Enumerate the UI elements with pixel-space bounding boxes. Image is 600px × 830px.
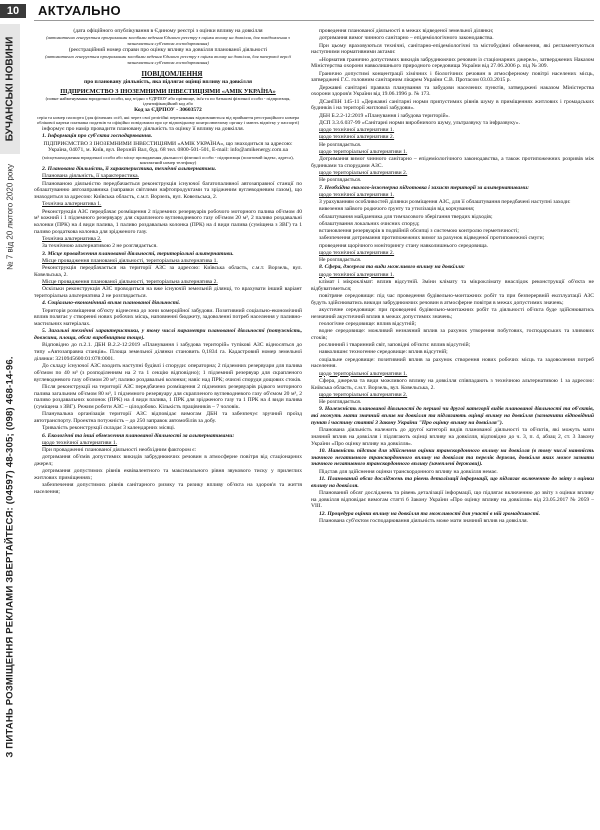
paragraph: рослинний і тваринний світ, заповідні об'єкти: вплив відсутній; xyxy=(319,342,471,348)
paragraph: водне середовище: можливий незначний вплив за рахунок утворення побутових, господарських та зливових стоків; xyxy=(311,328,594,341)
issue-label: № 7 від 20 лютого 2020 року xyxy=(5,164,15,270)
header-divider xyxy=(34,20,594,21)
section-heading: 11. Планований обсяг досліджень та рівень деталізації інформації, що підлягає включенню до звіту з оцінки впливу на довкілля. xyxy=(311,475,594,489)
paragraph: Не розглядається. xyxy=(319,399,362,405)
paragraph: Оскільки реконструкція АЗС проводиться на вже існуючій земельній ділянці, то врахувати інший варіант територіальна альтернатива 2 не розглядається. xyxy=(34,286,302,299)
section-heading: 3. Місце провадження планованої діяльності, територіальні альтернативи. xyxy=(42,250,234,257)
paragraph: Не розглядається. xyxy=(319,257,362,263)
notice-subtitle: про плановану діяльність, яка підлягає оцінці впливу на довкілля xyxy=(84,79,252,85)
subheading: щодо технічної альтернативи 2. xyxy=(319,249,395,256)
page-header xyxy=(0,0,600,20)
paragraph: З урахуванням особливостей ділянки розміщення АЗС, для її облаштування передбачені наступні заходи: xyxy=(319,199,571,205)
paragraph: Планованою діяльністю передбачається реконструкція існуючої багатопаливної автозаправної станції по облаштуванню автозаправника (заправки світлими нафтопродуктами та зрідженим вуглеводневим газом), що знаходиться за адресою: Київська область, с.м.т. Ворзель, вул. Ковельська, 2. xyxy=(34,180,302,200)
company-name: ПІДПРИЄМСТВО З ІНОЗЕМНИМИ ІНВЕСТИЦІЯМИ «АМІК УКРАЇНА» xyxy=(60,87,276,95)
paragraph: Тривалість реконструкції складає 3 календарних місяці. xyxy=(42,425,176,432)
paragraph: За технічною альтернативою 2 не розглядається. xyxy=(42,243,158,250)
paragraph: облаштування майданчика для тимчасового зберігання твердих відходів; xyxy=(319,213,493,220)
paragraph: Державні санітарні правила планування та забудови населених пунктів, затверджені наказом Міністерства охорони здоров'я України від 19.06.1996 р. № 173. xyxy=(311,84,594,98)
sidebar xyxy=(0,22,20,830)
paragraph: дотримання об'ємів допустимих викидів забруднюючих речовин в атмосферне повітря від стаціонарних джерел; xyxy=(34,454,302,467)
paragraph: ДСанПіН 145-11 «Державні санітарні норми припустимих рівнів шуму в приміщеннях житлових і громадських будинків і на території житлової забудови». xyxy=(311,98,594,112)
section-heading: 4. Соціально-економічний вплив планованої діяльності. xyxy=(42,300,181,307)
paragraph: вивезення зайвого родючого ґрунту та утилізація від корчування; xyxy=(319,206,475,213)
subheading: щодо технічної альтернативи 2. xyxy=(319,134,395,141)
paragraph: проведення щорічного моніторингу стану навколишнього середовища. xyxy=(319,242,489,249)
paragraph: Дотримання вимог чинного санітарно – епідеміологічного законодавства, а також протипожежних розривів між будинками та спорудами АЗС. xyxy=(311,156,594,169)
paragraph: Сфера, джерела та види можливого впливу на довкілля співпадають з технічною альтернативою 1 за адресою: Київська область, с.м.т. Ворзель, вул. Ковельська, 2. xyxy=(311,377,594,391)
paragraph: Підстав для здійснення оцінки транскордонного впливу на довкілля немає. xyxy=(319,468,498,475)
right-column xyxy=(311,28,594,824)
company-code: Код за ЄДРПОУ - 30603572 xyxy=(134,107,202,114)
paragraph: забезпечення дотримання протипожежних вимог за рахунок відведеної протипожежної смуги; xyxy=(319,235,545,242)
subheading: Місце провадження планованої діяльності, територіальна альтернатива 1. xyxy=(42,257,218,264)
section-heading: 9. Належність планованої діяльності до першої чи другої категорії видів планованої діяльності та об'єктів, які можуть мати значний вплив на довкілля та підлягають оцінці впливу на довкілля (зазначити відповідний пункт і частину статті 3 Закону України "Про оцінку впливу на довкілля"). xyxy=(311,406,594,426)
paragraph: Планований обсяг досліджень та рівень деталізації інформації, що підлягає включенню до звіту з оцінки впливу на довкілля відповідає вимогам статті 6 Закону України «Про оцінку впливу на довкілля» від 23.05.2017 № 2059 – VIII. xyxy=(311,489,594,510)
subheading: щодо територіальної альтернативи 1. xyxy=(319,148,408,155)
paragraph: ДСП 3.3.6.037-99 «Санітарні норми виробничого шуму, ультразвуку та інфразвуку». xyxy=(319,119,521,126)
paragraph: дотримання допустимих рівнів еквівалентного та максимального рівня звукового тиску у прилеглих житлових приміщеннях; xyxy=(34,468,302,481)
intro-note: (автоматично генерується програмними засобами ведення Єдиного реєстру з оцінки впливу на довкілля, для повідомлення з зазначається суб'єктом господарювання) xyxy=(46,35,290,46)
subheading: Технічна альтернатива 2. xyxy=(42,236,102,242)
advertising-contact: З ПИТАНЬ РОЗМІЩЕННЯ РЕКЛАМИ ЗВЕРТАЙТЕСЯ: (04597) 48-305; (098) 468-14-96. xyxy=(4,356,16,758)
paragraph: Планована суб'єктом господарювання діяльність може мати значний вплив на довкілля. xyxy=(319,517,528,524)
paragraph: дотримання вимог чинного санітарно – епідеміологічного законодавства. xyxy=(319,35,494,42)
section-heading: 2. Планована діяльність, її характеристика, технічні альтернативи. xyxy=(42,166,217,172)
paragraph: акустичне середовище: при проведенні будівельно-монтажних робіт та діяльності об'єкта буде здійснюватись незначний акустичний вплив в межах допустимих значень; xyxy=(311,306,594,320)
paragraph: Реконструкція передбачається на території АЗС за адресою: Київська область, с.м.т. Ворзель, вул. Ковельська, 2. xyxy=(34,265,302,278)
subheading: щодо технічної альтернативи 1. xyxy=(42,439,118,446)
subheading: щодо технічної альтернативи 1. xyxy=(319,271,395,278)
section-heading: 12. Процедура оцінки впливу на довкілля та можливості для участі в ній громадськості. xyxy=(319,510,540,517)
paragraph: повітряне середовище: під час проведення будівельно-монтажних робіт та при безперервній експлуатації АЗС будуть здійснюватись викиди забруднюючих речовин в атмосферне повітря в межах допустимих значень; xyxy=(311,292,594,306)
section-heading: 8. Сфера, джерела та види можливого впливу на довкілля: xyxy=(319,264,465,271)
paragraph: Не розглядається. xyxy=(319,141,362,148)
page-number: 10 xyxy=(0,4,26,18)
paragraph: облаштування локальних очисних споруд; xyxy=(319,220,420,227)
paragraph: При провадженні планованої діяльності необхідним фактором є: xyxy=(42,447,197,453)
company-note: серія та номер паспорта (для фізичних осіб, які через свої релігійні переконання відмовляються від прийняття реєстраційного номера облікової картки платника податків та офіційно повідомили про це відповідному контролюючому органу і мають відмітку у паспорті) xyxy=(36,114,300,125)
section-heading: 7. Необхідна еколого-інженерна підготовка і захист території за альтернативами: xyxy=(319,184,529,191)
paragraph: Планована діяльність належить до другої категорії видів планованої діяльності та об'єктів, які можуть мати значний вплив на довкілля і підлягають оцінці впливу на довкілля, відповідно до ч. 3, п. 4, абзац 2, ст. 3 Закону України «Про оцінку впливу на довкілля». xyxy=(311,427,594,447)
paragraph: соціальне середовище: позитивний вплив за рахунок створення нових робочих місць та задоволення потреб населення. xyxy=(311,356,594,370)
paragraph: До складу існуючої АЗС входить наступні будівлі і споруди: операторна; 2 підземних резервуари для палива об'ємом по 40 м³ (з розподіленням на 2 та 1 секцію відповідно); 1 підземний резервуар для скрапленого вуглеводневого газу об'ємом 20 м³; паливо роздавальні колонки; навіс над ПРК; очисні споруди дощових стоків. xyxy=(34,363,302,383)
subheading: щодо технічної альтернативи 1. xyxy=(319,191,395,198)
paragraph: геологічне середовище: вплив відсутній; xyxy=(319,320,417,327)
paragraph: Планувальна організація території АЗС відповідає вимогам ДБН та забезпечує зручний проїзд автотранспорту. Проектна потужність – до 250 заправок автомобілів за добу. xyxy=(34,411,302,424)
subheading: Планована діяльність, її характеристика. xyxy=(42,173,139,180)
paragraph: проведення планованої діяльності в межах відведеної земельної ділянки; xyxy=(319,28,494,34)
paragraph: інформує про намір провадити плановану діяльність та оцінку її впливу на довкілля. xyxy=(42,126,245,132)
subheading: щодо територіальної альтернативи 2. xyxy=(319,170,408,176)
section-heading: 10. Наявність підстав для здійснення оцінки транскордонного впливу на довкілля (в тому числі наявність значного негативного транскордонного впливу на довкілля та перелік держав, довкілля яких може зазнати значного негативного транскордонного впливу (зачеплені держави)). xyxy=(311,447,594,468)
paragraph: Гранично допустимі концентрації хімічних і біологічних речовин в атмосферному повітрі населених місць, затверджені Г.С. головним санітарним лікарем України С.В. Протасом 03.03.2015 р. xyxy=(311,70,594,84)
paragraph: навколишнє техногенне середовище: вплив відсутній; xyxy=(319,349,448,356)
intro-text: (дата офіційного опублікування в Єдиному реєстрі з оцінки впливу на довкілля xyxy=(73,28,263,34)
subheading: щодо технічної альтернативи 1. xyxy=(319,127,395,133)
paragraph: встановлення резервуарів в подвійній обсипці з системою контролю герметичності; xyxy=(319,228,519,234)
paragraph: «Норматив гранично допустимих викидів забруднюючих речовин із стаціонарних джерел», затверджених Наказом Міністерства охорони навколишнього природного середовища України від 27.06.2006 р. під № 309. xyxy=(311,56,594,70)
intro-note: (автоматично генерується програмними засобами ведення Єдиного реєстру з оцінки впливу на довкілля, для паперової версії зазначається суб'єктом господарювання) xyxy=(45,54,291,65)
brand-label: БУЧАНСЬКІ НОВИНИ xyxy=(0,24,20,154)
paragraph: забезпечення допустимих рівнів санітарного ризику та ризику впливу об'єкта на здоров'я та життя населення; xyxy=(34,482,302,495)
paragraph: ДБН Б.2.2-12:2019 «Планування і забудова територій». xyxy=(319,112,450,119)
paragraph: Після реконструкції на території АЗС передбачено розміщення 2 підземних резервуарів рідкого моторного палива загальним об'ємом 80 м³, 1 підземного резервуару для скрапленого вуглеводневого газу об'ємом 20 м³, 2 паливо роздавальних колонок (ПРК) на 4 види палива, 1 ПРК для зрідженого газу та 1 ПРК на 4 види палива (суміщена з ЗВГ). Режим роботи АЗС – цілодобово. Кількість працівників – 7 чоловік. xyxy=(34,383,302,410)
left-column xyxy=(34,28,302,824)
notice-title: ПОВІДОМЛЕННЯ xyxy=(141,70,203,78)
section-heading: 1. Інформація про суб'єкта господарювання. xyxy=(42,133,153,140)
subheading: Технічна альтернатива 1. xyxy=(42,201,102,208)
subheading: щодо територіальної альтернативи 1. xyxy=(319,370,408,377)
paragraph: ПІДПРИЄМСТВО З ІНОЗЕМНИМИ ІНВЕСТИЦІЯМИ «АМІК УКРАЇНА», що знаходиться за адресою: Україна, 04071, м. Київ, вул. Верхній Вал, буд. 68 тел. 0800-501-501, E-mail: info@amikenergy.com.ua xyxy=(43,140,293,154)
paragraph: клімат і мікроклімат: вплив відсутній. Зміни клімату та мікроклімату внаслідок реконструкції об'єкта не відбуватиметься; xyxy=(311,278,594,292)
paragraph: Територія розміщення об'єкту віднесена до зони комерційної забудови. Позитивний соціально-економічний вплив полягає у створенні нових робочих місць, наповненні бюджету, задоволенні потреб населення у паливно-мастильних матеріалах. xyxy=(34,307,302,327)
paragraph: Не розглядається. xyxy=(319,177,362,184)
paragraph: Реконструкція АЗС передбачає розміщення 2 підземних резервуарів робочого моторного палива об'ємом 40 м³ кожний і 1 підземного резервуару для скрапленого вуглеводневого газу об'ємом 20 м³, 2 паливо роздавальні колонки (ПРК) на 4 види палива, 1 паливо роздавальна колонка (ПРК) на 4 види палива (суміщена з ЗВГ) та 1 паливо роздаткова колонка для зрідженого газу. xyxy=(34,208,302,235)
section-title: АКТУАЛЬНО xyxy=(38,3,121,18)
company-note: (повне найменування юридичної особи, код згідно з ЄДРПОУ або прізвище, ім'я та по батькові фізичної особи - підприємця, ідентифікаційний код або xyxy=(45,95,291,107)
subheading: Місце провадження планованої діяльності, територіальна альтернатива 2. xyxy=(42,279,218,285)
note: (місцезнаходження юридичної особи або місце провадження діяльності фізичної особи - підприємця (поштовий індекс, адреса), контактний номер телефону) xyxy=(42,154,294,165)
intro-text: (реєстраційний номер справи про оцінку впливу на довкілля планованої діяльності xyxy=(68,46,268,53)
section-heading: 6. Екологічні та інші обмеження планованої діяльності за альтернативами: xyxy=(42,432,235,439)
paragraph: Відповідно до п.2.1. ДБН В.2.2-12:2019 «Планування і забудова територій» тупікові АЗС відносяться до типу «Автозаправна станція». Площа земельної ділянки становить 0,1834 га. Кадастровий номер земельної ділянки: 3210945600:01:078:0001. xyxy=(34,342,302,362)
paragraph: При цьому враховуються технічні, санітарно-епідеміологічні та містобудівні обмеження, які регламентуються наступними нормативними актами: xyxy=(311,42,594,56)
section-heading: 5. Загальні технічні характеристики, у тому числі параметри планованої діяльності (потужність, довжина, площа, обсяг виробництва тощо). xyxy=(34,328,302,341)
subheading: щодо територіальної альтернативи 2. xyxy=(319,391,408,398)
